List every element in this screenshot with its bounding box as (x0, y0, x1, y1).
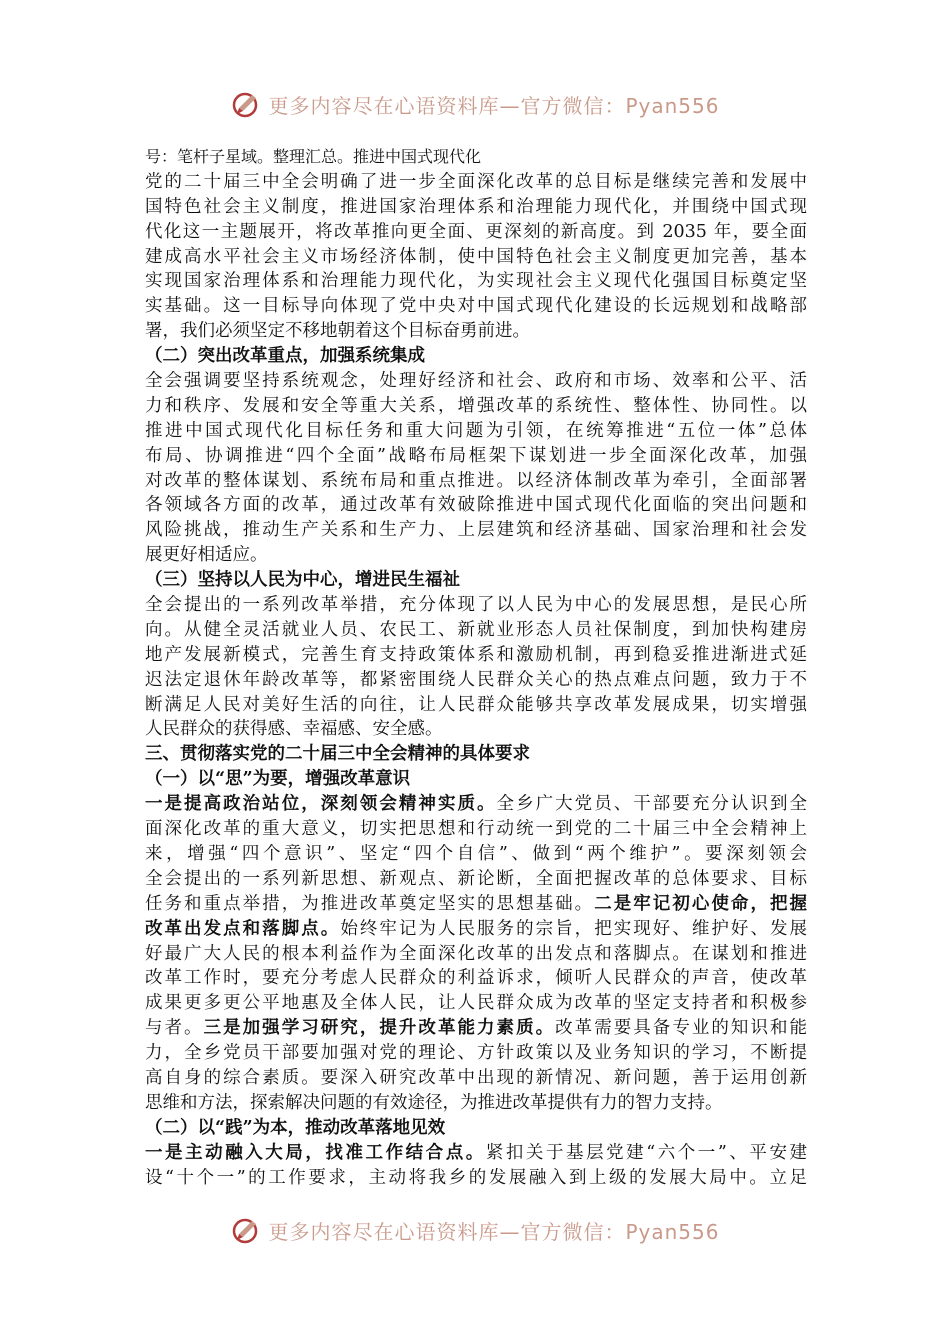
text-line: 建成高水平社会主义市场经济体制，使中国特色社会主义制度更加完善，基本 (145, 246, 807, 267)
section-heading: （三）坚持以人民为中心，增进民生福祉 (145, 570, 460, 591)
text-line: 地产发展新模式，完善生育支持政策体系和激励机制，再到稳妥推进渐进式延 (145, 644, 807, 665)
text-line (145, 792, 807, 817)
text-run: 任务和重点举措，为推进改革奠定坚实的思想基础。 (145, 893, 595, 914)
pen-logo-icon (230, 1214, 262, 1246)
text-line: 思维和方法，探索解决问题的有效途径，为推进改革提供有力的智力支持。 (145, 1092, 723, 1113)
watermark-text: 更多内容尽在心语资料库—官方微信：Pyan556 (268, 93, 720, 118)
text-line: 全会强调要坚持系统观念，处理好经济和社会、政府和市场、效率和公平、活 (145, 371, 807, 392)
text-line: 国特色社会主义制度，推进国家治理体系和治理能力现代化，并围绕中国式现 (145, 196, 807, 217)
text-line (145, 1141, 807, 1166)
bold-lead: 一是提高政治站位，深刻领会精神实质。 (145, 794, 497, 815)
text-line: 迟法定退休年龄改革等，都紧密围绕人民群众关心的热点难点问题，致力于不 (145, 669, 807, 690)
text-run: 与者。 (145, 1018, 204, 1039)
text-line: 全会提出的一系列新思想、新观点、新论断，全面把握改革的总体要求、目标 (145, 868, 807, 889)
section-heading: （二）以“践”为本，推动改革落地见效 (145, 1117, 446, 1138)
text-line: 署，我们必须坚定不移地朝着这个目标奋勇前进。 (145, 321, 530, 342)
text-line (145, 917, 807, 942)
text-line: 布局、协调推进“四个全面”战略布局框架下谋划进一步全面深化改革，加强 (145, 445, 807, 466)
text-line: 对改革的整体谋划、系统布局和重点推进。以经济体制改革为牵引，全面部署 (145, 470, 807, 491)
bold-lead: 三是加强学习研究，提升改革能力素质。 (203, 1018, 556, 1039)
text-line: 展更好相适应。 (145, 545, 268, 566)
text-run: 紧扣关于基层党建“六个一”、平安建 (485, 1142, 807, 1163)
bold-lead: 一是主动融入大局，找准工作结合点。 (145, 1142, 486, 1163)
header-watermark (0, 84, 950, 124)
text-line: 风险挑战，推动生产关系和生产力、上层建筑和经济基础、国家治理和社会发 (145, 520, 807, 541)
watermark-text: 更多内容尽在心语资料库—官方微信：Pyan556 (268, 1219, 720, 1244)
text-line: 推进中国式现代化目标任务和重大问题为引领，在统筹推进“五位一体”总体 (145, 420, 807, 441)
bold-lead: 改革出发点和落脚点。 (145, 918, 341, 939)
text-line: 好最广大人民的根本利益作为全面深化改革的出发点和落脚点。在谋划和推进 (145, 943, 807, 964)
footer-watermark (0, 1210, 950, 1250)
text-line: 改革工作时，要充分考虑人民群众的利益诉求，倾听人民群众的声音，使改革 (145, 968, 807, 989)
text-line (145, 892, 807, 917)
text-run: 全乡广大党员、干部要充分认识到全 (496, 794, 807, 815)
text-line: 断满足人民对美好生活的向往，让人民群众能够共享改革发展成果，切实增强 (145, 694, 807, 715)
text-line: 力和秩序、发展和安全等重大关系，增强改革的系统性、整体性、协同性。以 (145, 395, 807, 416)
text-line: 高自身的综合素质。要深入研究改革中出现的新情况、新问题，善于运用创新 (145, 1067, 807, 1088)
text-line: 党的二十届三中全会明确了进一步全面深化改革的总目标是继续完善和发展中 (145, 171, 807, 192)
text-run: 改革需要具备专业的知识和能 (555, 1018, 807, 1039)
text-line: 代化这一主题展开，将改革推向更全面、更深刻的新高度。到 2035 年，要全面 (145, 221, 807, 242)
chapter-heading: 三、贯彻落实党的二十届三中全会精神的具体要求 (145, 744, 530, 765)
text-line: 实现国家治理体系和治理能力现代化，为实现社会主义现代化强国目标奠定坚 (145, 271, 807, 292)
text-line: 来，增强“四个意识”、坚定“四个自信”、做到“两个维护”。要深刻领会 (145, 843, 807, 864)
text-line: 成果更多更公平地惠及全体人民，让人民群众成为改革的坚定支持者和积极参 (145, 993, 807, 1014)
section-heading: （二）突出改革重点，加强系统集成 (145, 346, 425, 367)
bold-lead: 二是牢记初心使命，把握 (594, 893, 807, 914)
text-line: 设“十个一”的工作要求，主动将我乡的发展融入到上级的发展大局中。立足 (145, 1167, 807, 1188)
text-line: 人民群众的获得感、幸福感、安全感。 (145, 719, 443, 740)
text-line: 力，全乡党员干部要加强对党的理论、方针政策以及业务知识的学习，不断提 (145, 1043, 807, 1064)
text-line (145, 1016, 807, 1041)
text-line: 向。从健全灵活就业人员、农民工、新就业形态人员社保制度，到加快构建房 (145, 619, 807, 640)
document-body (145, 145, 807, 1190)
text-line: 实基础。这一目标导向体现了党中央对中国式现代化建设的长远规划和战略部 (145, 296, 807, 317)
text-line: 号：笔杆子星域。整理汇总。推进中国式现代化 (145, 147, 482, 166)
pen-logo-icon (230, 88, 262, 120)
text-line: 面深化改革的重大意义，切实把思想和行动统一到党的二十届三中全会精神上 (145, 819, 807, 840)
section-heading: （一）以“思”为要，增强改革意识 (145, 769, 411, 790)
text-line: 各领域各方面的改革，通过改革有效破除推进中国式现代化面临的突出问题和 (145, 495, 807, 516)
text-line: 全会提出的一系列改革举措，充分体现了以人民为中心的发展思想，是民心所 (145, 595, 807, 616)
text-run: 始终牢记为人民服务的宗旨，把实现好、维护好、发展 (340, 918, 807, 939)
